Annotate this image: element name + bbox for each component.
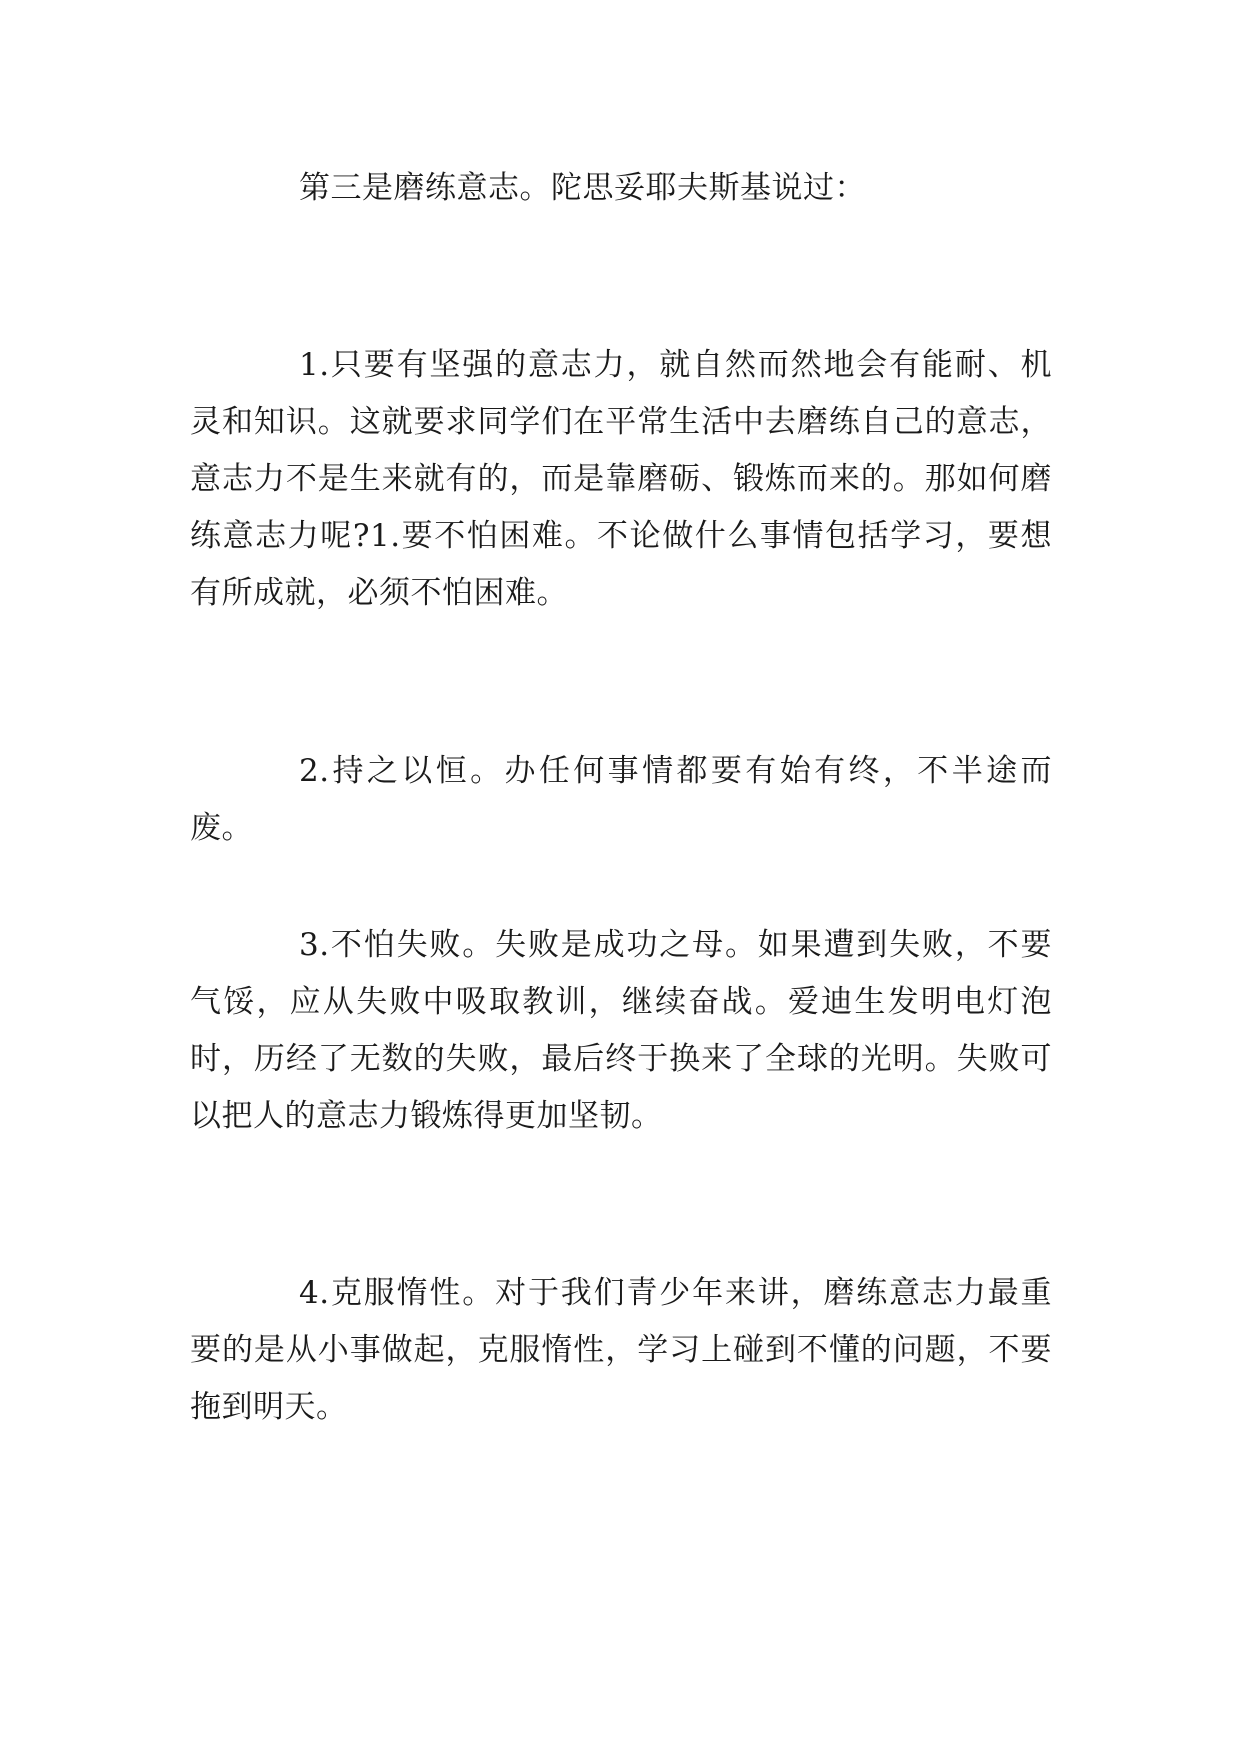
paragraph-point-4: 4.克服惰性。对于我们青少年来讲，磨练意志力最重要的是从小事做起，克服惰性，学习上碰到不懂的问题，不要拖到明天。: [190, 1275, 1052, 1425]
paragraph-point-2: 2.持之以恒。办任何事情都要有始有终，不半途而废。: [190, 753, 1052, 846]
paragraph-point-1: 1.只要有坚强的意志力，就自然而然地会有能耐、机灵和知识。这就要求同学们在平常生活中去磨练自己的意志，意志力不是生来就有的，而是靠磨砺、锻炼而来的。那如何磨练意志力呢?1.要不怕困难。不论做什么事情包括学习，要想有所成就，必须不怕困难。: [190, 347, 1052, 611]
paragraph-intro: 第三是磨练意志。陀思妥耶夫斯基说过：: [299, 170, 866, 206]
paragraph-point-3: 3.不怕失败。失败是成功之母。如果遭到失败，不要气馁，应从失败中吸取教训，继续奋战。爱迪生发明电灯泡时，历经了无数的失败，最后终于换来了全球的光明。失败可以把人的意志力锻炼得更加坚韧。: [190, 927, 1052, 1134]
